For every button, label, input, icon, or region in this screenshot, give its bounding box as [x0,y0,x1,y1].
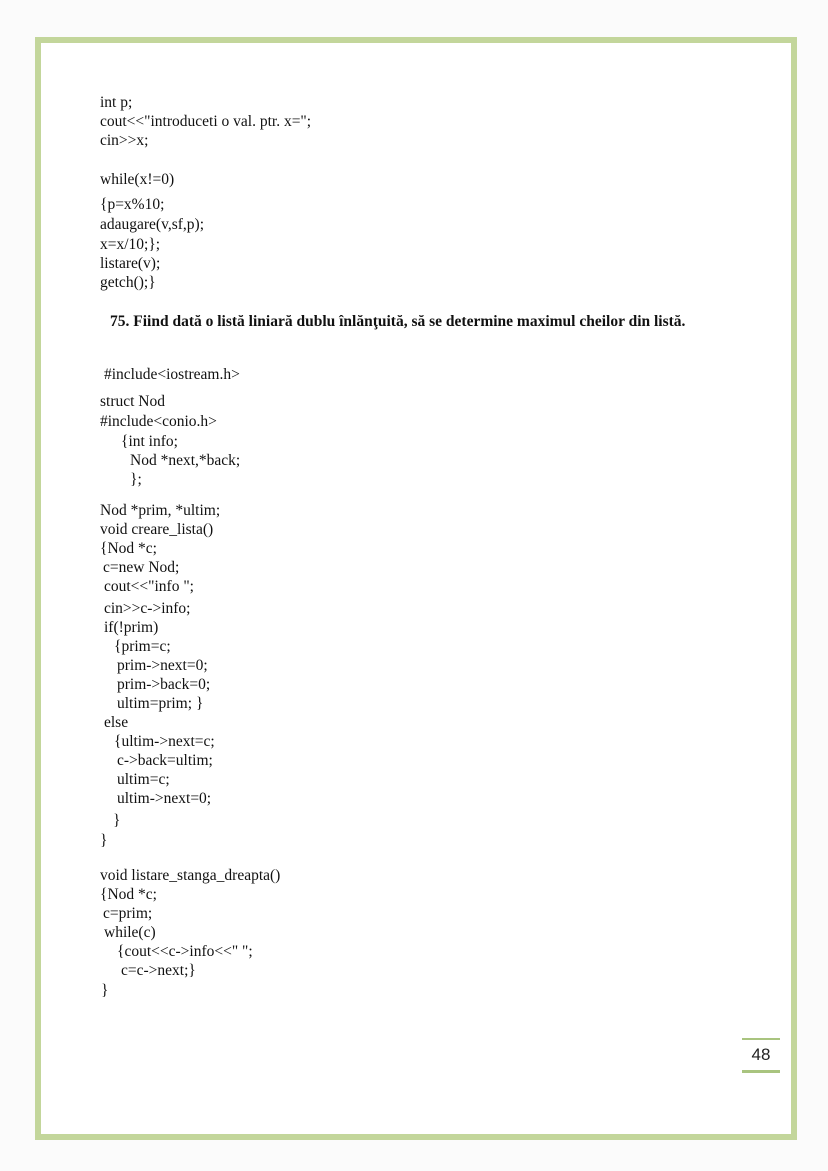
code-line: c=prim; [103,905,153,922]
exercise-heading: 75. Fiind dată o listă liniară dublu înlănţuită, să se determine maximul cheilor din listă. [110,313,686,330]
code-line: {int info; [121,433,178,450]
page-number: 48 [751,1045,771,1064]
code-line: void listare_stanga_dreapta() [100,867,281,884]
code-line: ultim->next=0; [117,790,212,807]
code-line: {Nod *c; [100,540,157,557]
code-line: #include<conio.h> [100,413,217,430]
code-line: {prim=c; [114,638,171,655]
code-line: } [101,982,109,999]
code-line: adaugare(v,sf,p); [100,216,204,233]
code-line: getch();} [100,274,156,291]
page-number-bottom-rule [742,1070,780,1073]
code-line: ultim=c; [117,771,170,788]
code-line: cin>>c->info; [104,600,191,617]
code-line: }; [130,471,142,488]
code-line: cin>>x; [100,132,149,149]
code-line: prim->next=0; [117,657,208,674]
code-line: else [104,714,129,731]
code-line: int p; [100,94,133,111]
code-line: } [113,812,121,829]
code-line: } [100,832,108,849]
code-line: listare(v); [100,255,161,272]
code-line: {Nod *c; [100,886,157,903]
code-line: cout<<"info "; [104,578,194,595]
code-line: c=new Nod; [103,559,180,576]
code-line: cout<<"introduceti o val. ptr. x="; [100,113,312,130]
code-line: c=c->next;} [121,962,196,979]
code-line: ultim=prim; } [117,695,204,712]
page-number-top-rule [742,1038,780,1040]
code-line: c->back=ultim; [117,752,213,769]
code-line: x=x/10;}; [100,236,161,253]
code-line: struct Nod [100,393,166,410]
code-line: if(!prim) [104,619,159,636]
code-line: {p=x%10; [100,196,165,213]
code-line: while(c) [104,924,156,941]
code-line: {ultim->next=c; [114,733,215,750]
code-line: Nod *next,*back; [130,452,241,469]
code-line: {cout<<c->info<<" "; [117,943,253,960]
code-line: prim->back=0; [117,676,211,693]
code-line: while(x!=0) [100,171,175,188]
code-line: void creare_lista() [100,521,214,538]
code-line: Nod *prim, *ultim; [100,502,221,519]
code-line: #include<iostream.h> [104,366,240,383]
